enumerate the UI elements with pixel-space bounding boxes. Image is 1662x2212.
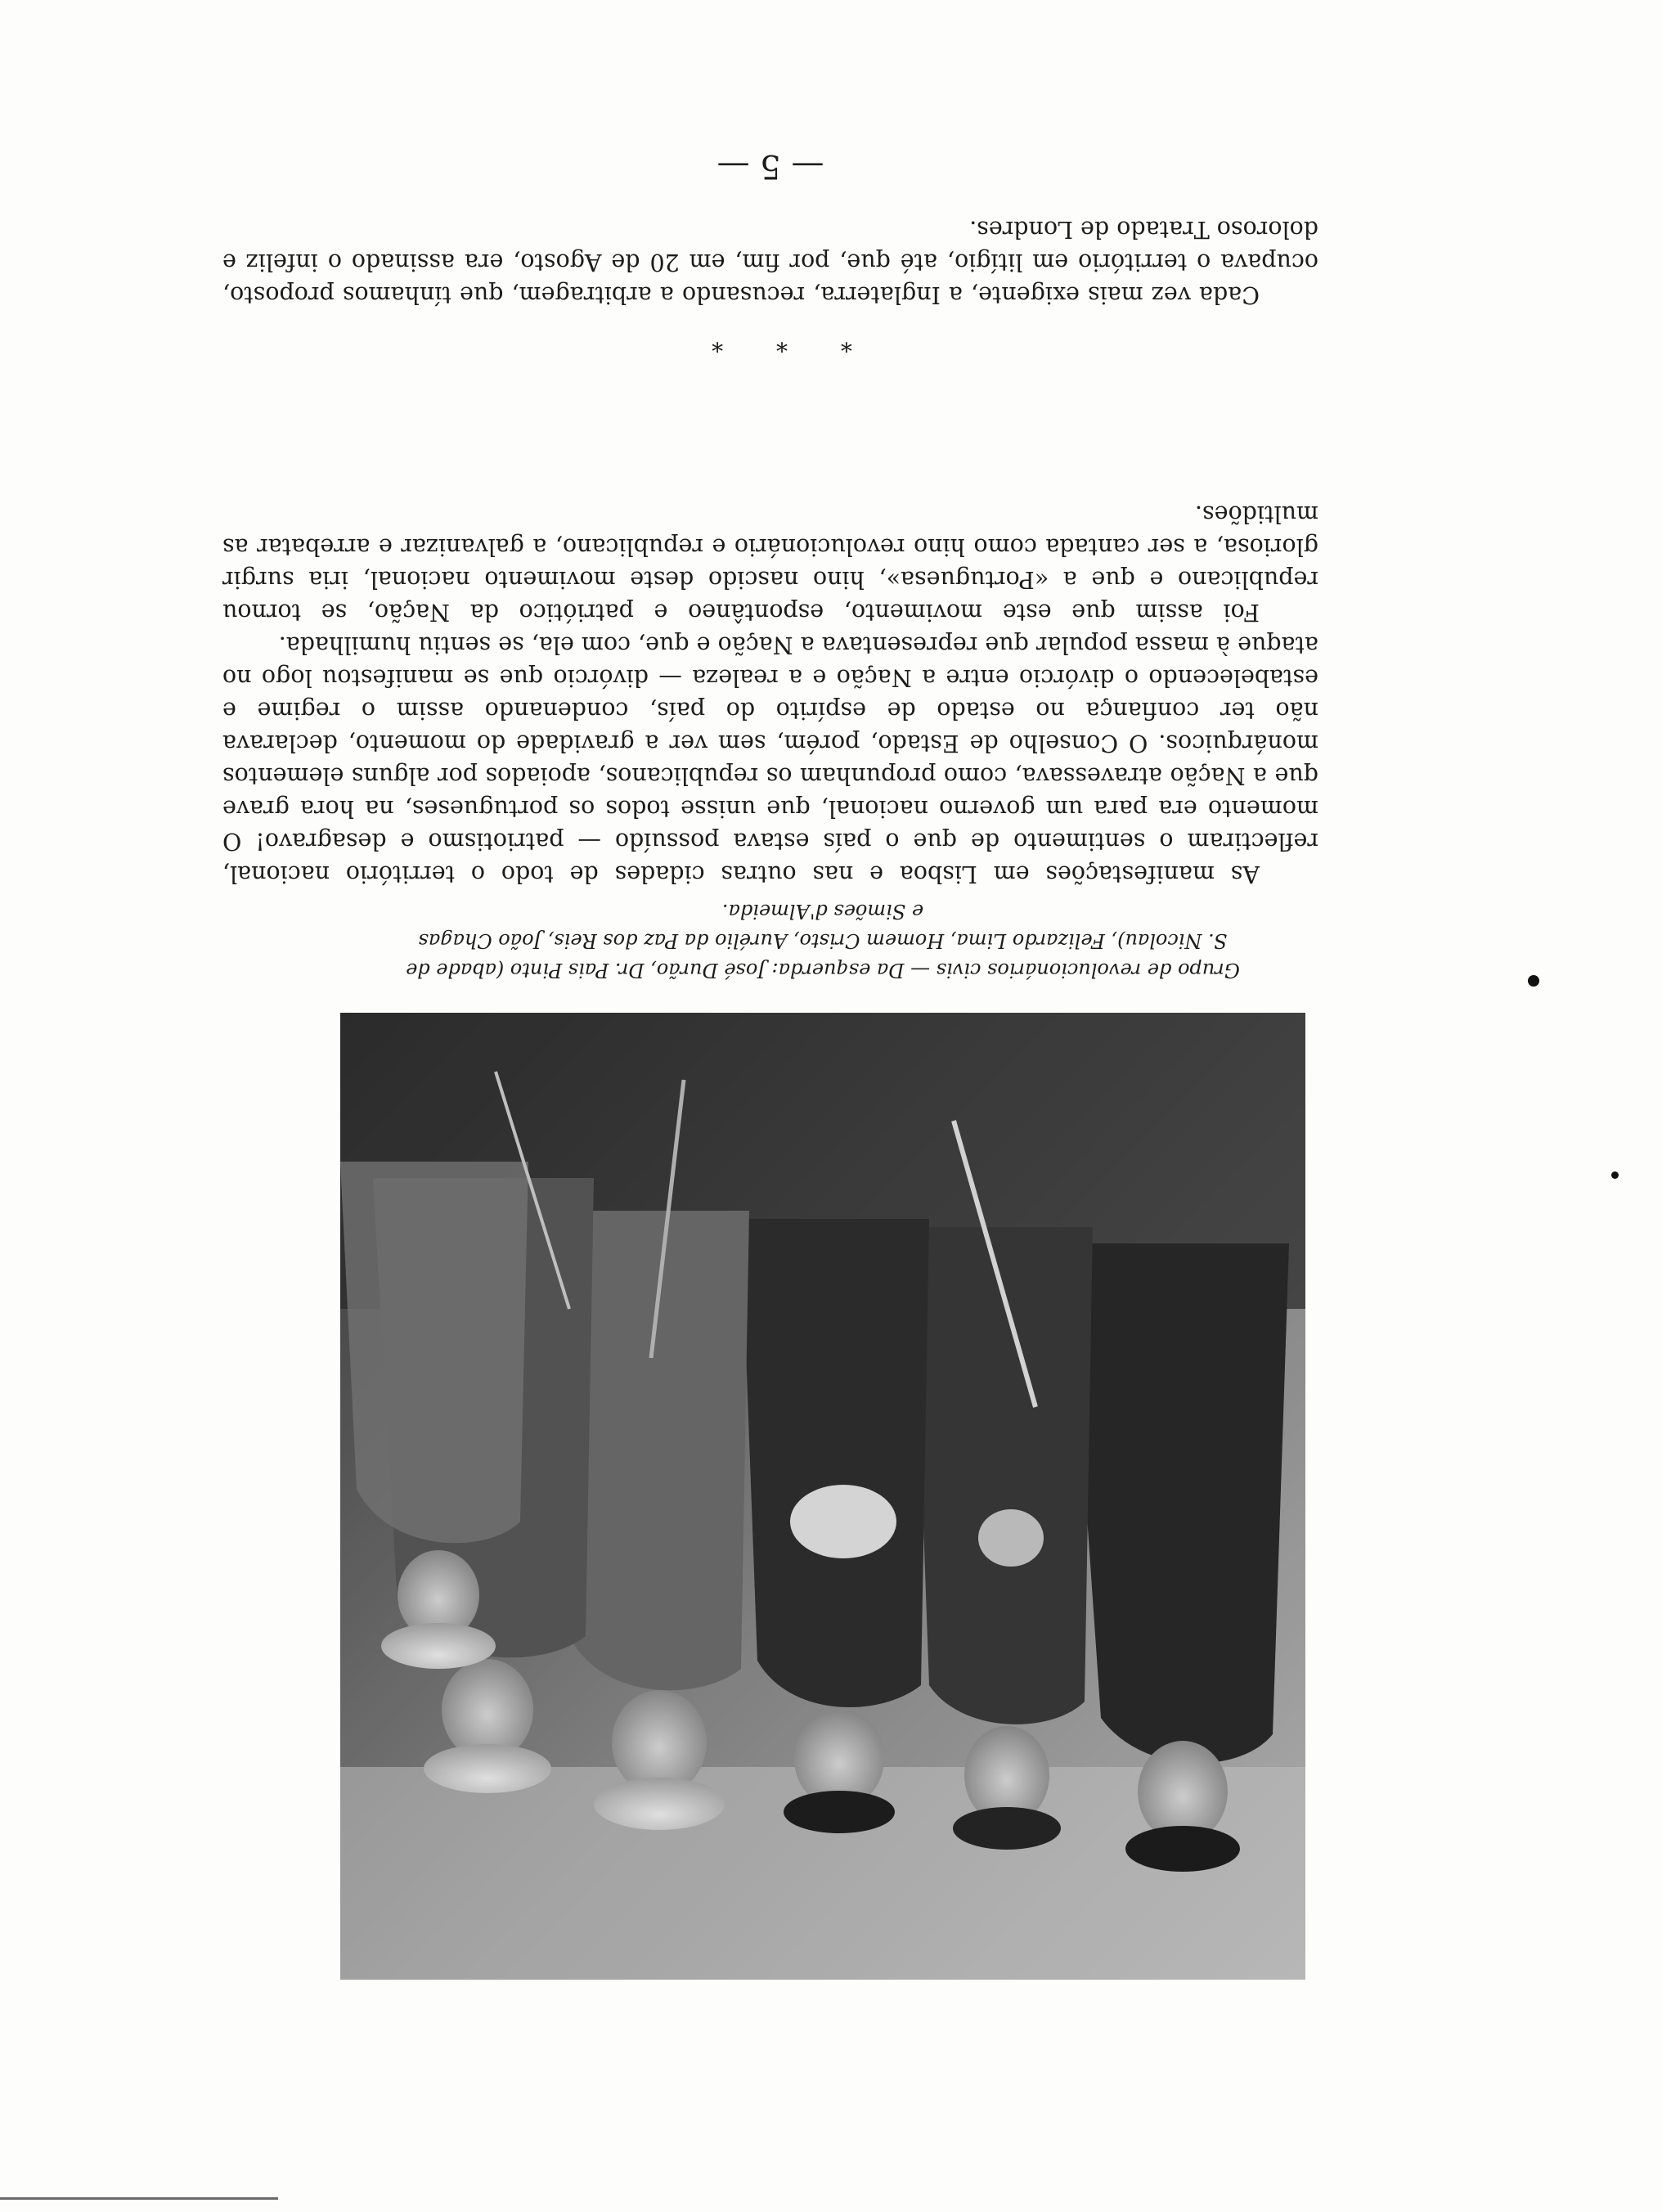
caption-line: Grupo de revolucionários civis — Da esquerda: José Durão, Dr. Pais Pinto (abade de (406, 959, 1240, 982)
body-text (222, 497, 1318, 890)
section-separator: * * * (689, 330, 852, 357)
group-photograph (340, 1013, 1305, 1980)
paragraph: Cada vez mais exigente, a Inglaterra, recusando a arbitragem, que tínhamos proposto, ocupava o território em litígio, até que, por fim, em 20 de Agosto, era assinado o infeliz e doloroso Tratado de Londres. (222, 216, 1318, 308)
photo-caption (340, 897, 1305, 985)
scan-edge-line (0, 2197, 278, 2200)
scan-speck (1528, 975, 1539, 987)
caption-line: e Simões d'Almeida. (721, 900, 924, 923)
paragraph: As manifestações em Lisboa e nas outras cidades de todo o território nacional, reflectiram o sentimento de que o país estava possuído — patriotismo e desagravo! O momento era para um governo nacional, que unisse todos os portugueses, na hora grave que a Nação atravessava, como propunham os republicanos, apoiados por alguns elementos monárquicos. O Conselho de Estado, porém, sem ver a gravidade do momento, declarava não ter confiança no estado de espírito do país, condenando assim o regime e estabelecendo o divórcio entre a Nação e a realeza — divórcio que se manifestou logo no ataque à massa popular que representava a Nação e que, com ela, se sentiu humilhada. (222, 632, 1318, 888)
page-number: — 5 — (716, 147, 824, 185)
photograph-illustration (340, 1013, 1305, 1980)
caption-line: S. Nicolau), Felizardo Lima, Homem Cristo, Aurélio da Paz dos Reis, João Chagas (418, 929, 1228, 952)
scan-speck (1611, 1171, 1619, 1179)
paragraph: Foi assim que este movimento, espontâneo e patriótico da Nação, se tornou republicano e que a «Portuguesa», hino nascido deste movimento nacional, iria surgir gloriosa, a ser cantada como hino revolucionário e republicano, a galvanizar e arrebatar as multidões. (222, 501, 1318, 626)
closing-text (222, 213, 1318, 311)
